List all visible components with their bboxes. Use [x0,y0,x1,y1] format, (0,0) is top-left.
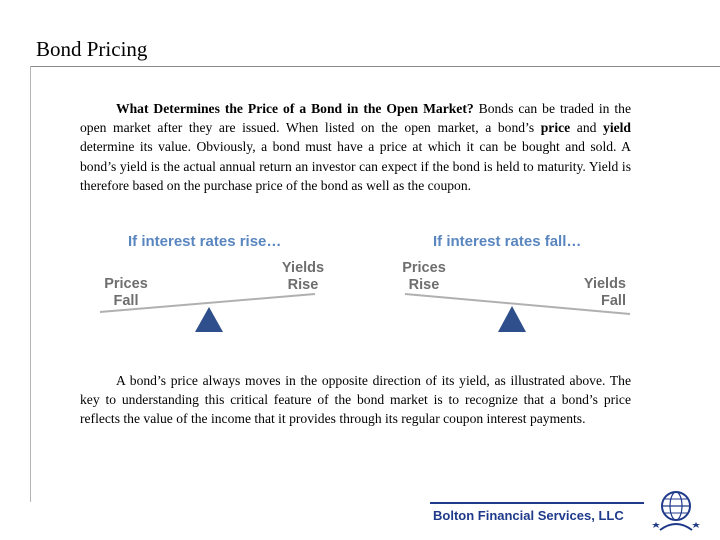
label-line: Yields [281,260,325,276]
footer-divider [430,502,644,504]
slide-title: Bond Pricing [36,37,148,61]
label-line: Fall [601,293,626,309]
label-line: Rise [287,277,319,293]
paragraph-text-3: determine its value. Obviously, a bond must have a price at which it can be bought and sold. A bond’s yield is the actual annual return an investor can expect if the bond is held to maturity. Yield is therefore based on the purchase price of the bond as well as the coupon. [80,139,631,193]
label-line: Prices [104,276,148,292]
title-divider [30,66,720,67]
question-heading: What Determines the Price of a Bond in the Open Market? [116,101,474,116]
left-heading: If interest rates rise… [128,233,282,250]
left-yields-rise-label [275,260,331,294]
paragraph-text: A bond’s price always moves in the opposite direction of its yield, as illustrated above. The key to understanding this critical feature of the bond market is to recognize that a bond’s price reflects the value of the income that it provides through its regular coupon interest payments. [80,373,631,427]
right-heading: If interest rates fall… [433,233,582,250]
company-name: Bolton Financial Services, LLC [433,508,624,523]
paragraph-open-market [80,99,631,195]
right-fulcrum-icon [498,306,526,332]
paragraph-price-yield [80,371,631,429]
paragraph-text-2: and [570,120,604,136]
label-line: Yields [583,276,626,292]
right-yields-fall-label [568,276,626,310]
label-line: Rise [408,277,440,293]
label-line: Fall [113,293,139,309]
right-prices-rise-label [394,260,454,294]
label-line: Prices [402,260,446,276]
company-logo-icon [648,486,704,534]
price-yield-seesaw-diagram [90,228,650,348]
left-prices-fall-label [96,276,156,310]
left-fulcrum-icon [195,307,223,332]
paragraph-text-1: Bonds can be traded in the open market after they are issued. When listed on the open market, a bond’s [80,101,632,136]
yield-keyword: yield [603,120,631,136]
left-border-line [30,66,31,502]
price-keyword: price [540,120,571,136]
